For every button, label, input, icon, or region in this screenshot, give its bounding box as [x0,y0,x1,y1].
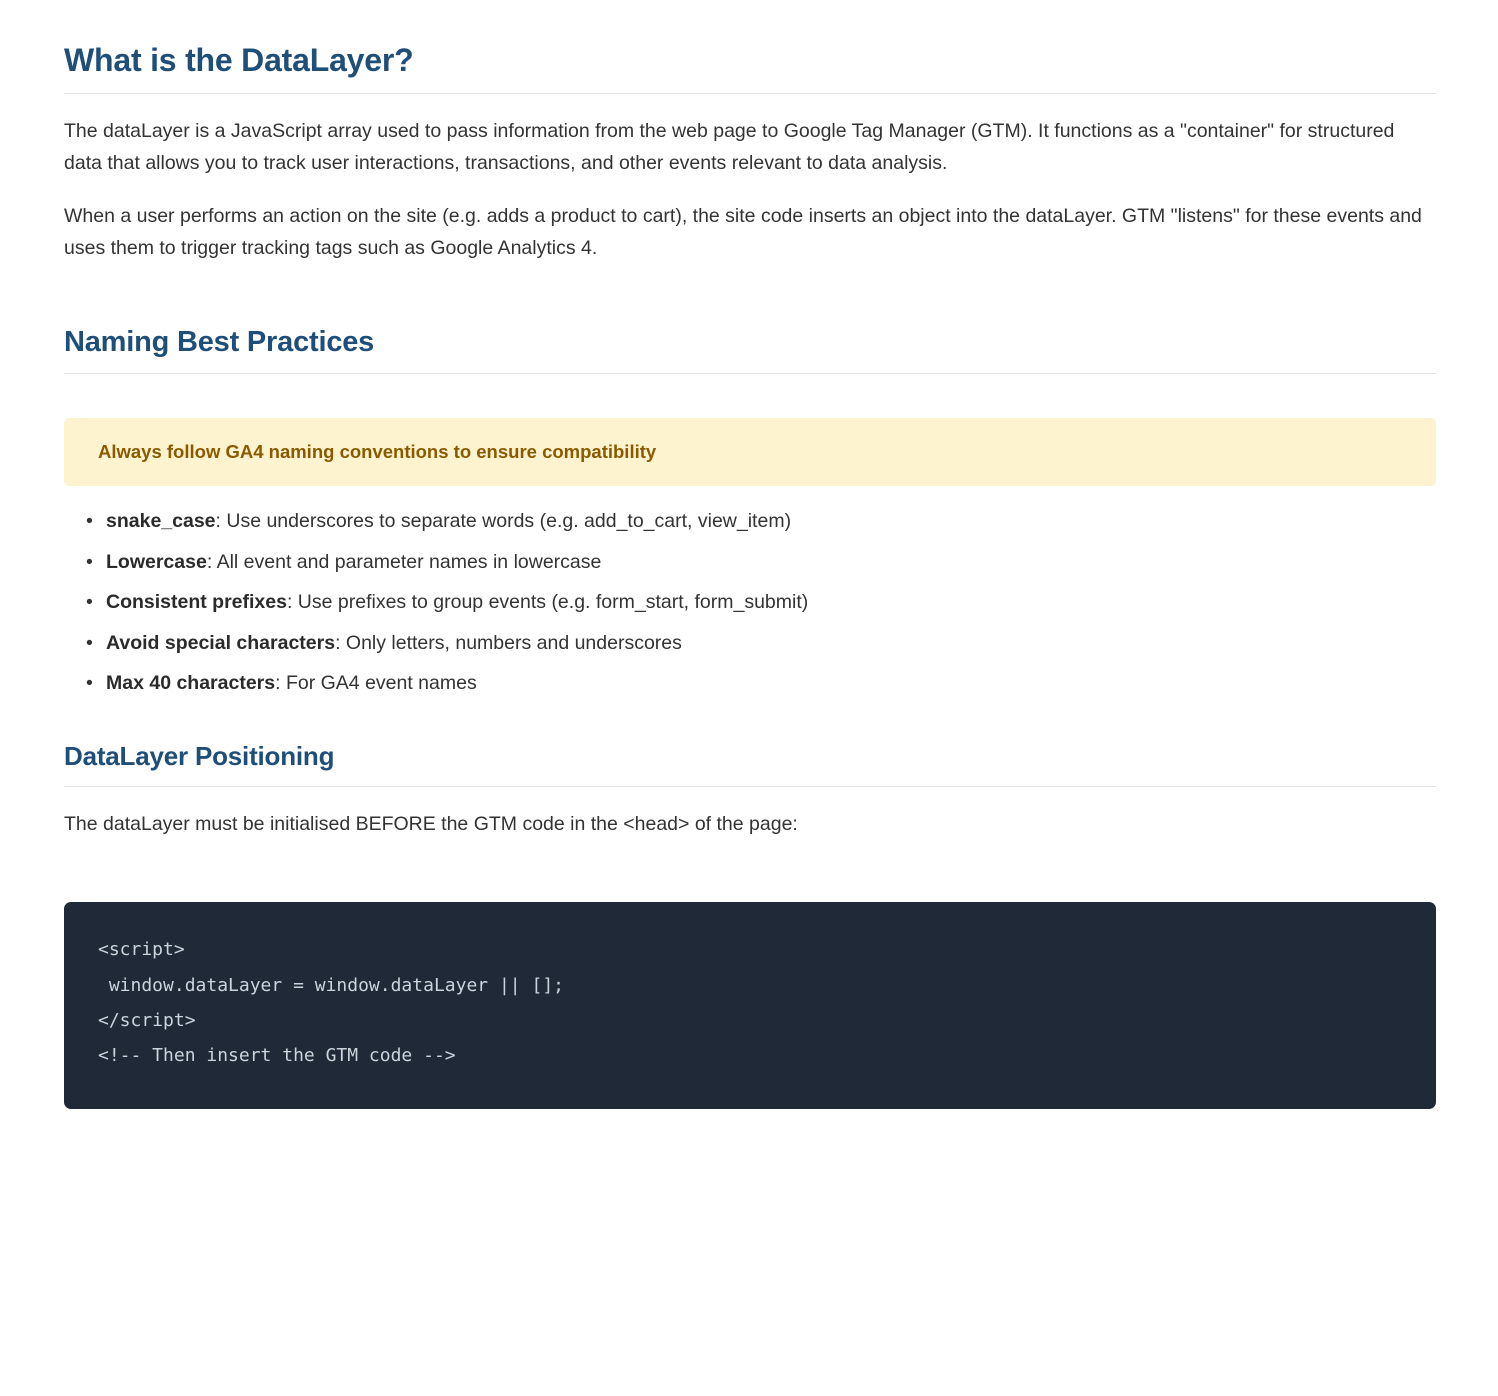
section-spacer [64,715,1436,741]
list-item [86,512,1436,532]
list-item-description: : Only letters, numbers and underscores [335,631,682,654]
list-item-term: Lowercase [106,550,207,573]
list-item [86,593,1436,613]
callout-text: Always follow GA4 naming conventions to ensure compatibility [98,441,657,463]
list-item [86,674,1436,694]
list-item-description: : Use underscores to separate words (e.g. add_to_cart, view_item) [215,510,792,533]
code-line: <script> [98,939,185,961]
list-item-description: : Use prefixes to group events (e.g. form_start, form_submit) [286,591,809,614]
intro-paragraph-2: When a user performs an action on the site (e.g. adds a product to cart), the site code inserts an object into the dataLayer. GTM "listens" for these events and uses them to trigger tracking tags such as Google Analytics 4. [64,205,1422,259]
list-item-term: Max 40 characters [106,672,276,695]
naming-divider [64,373,1436,374]
callout-box [64,418,1436,486]
positioning-section-title: DataLayer Positioning [64,740,335,771]
list-item-description: : All event and parameter names in lowercase [206,550,602,573]
code-line: </script> [98,1009,196,1031]
list-item [86,631,1436,654]
list-item [86,550,1436,573]
section-spacer [64,264,1436,326]
list-item-term: Avoid special characters [106,631,336,654]
section-naming-best-practices [64,326,1436,694]
code-block [64,902,1436,1108]
page-title: What is the DataLayer? [64,42,414,78]
naming-practices-list [64,512,1436,694]
positioning-divider [64,786,1436,787]
title-divider [64,93,1436,94]
code-line: <!-- Then insert the GTM code --> [98,1044,456,1066]
positioning-paragraph: The dataLayer must be initialised BEFORE the GTM code in the <head> of the page: [64,812,798,835]
list-item-description: : For GA4 event names [275,672,477,695]
naming-section-title: Naming Best Practices [64,326,375,359]
section-what-is-datalayer [64,42,1436,264]
section-datalayer-positioning [64,741,1436,1109]
list-item-term: snake_case [106,510,216,533]
intro-paragraph-1: The dataLayer is a JavaScript array used to pass information from the web page to Google Tag Manager (GTM). It functions as a "container" for structured data that allows you to track user interactions, transactions, and other events relevant to data analysis. [64,120,1395,174]
list-item-term: Consistent prefixes [106,591,287,614]
code-line: window.dataLayer = window.dataLayer || []; [98,974,564,996]
